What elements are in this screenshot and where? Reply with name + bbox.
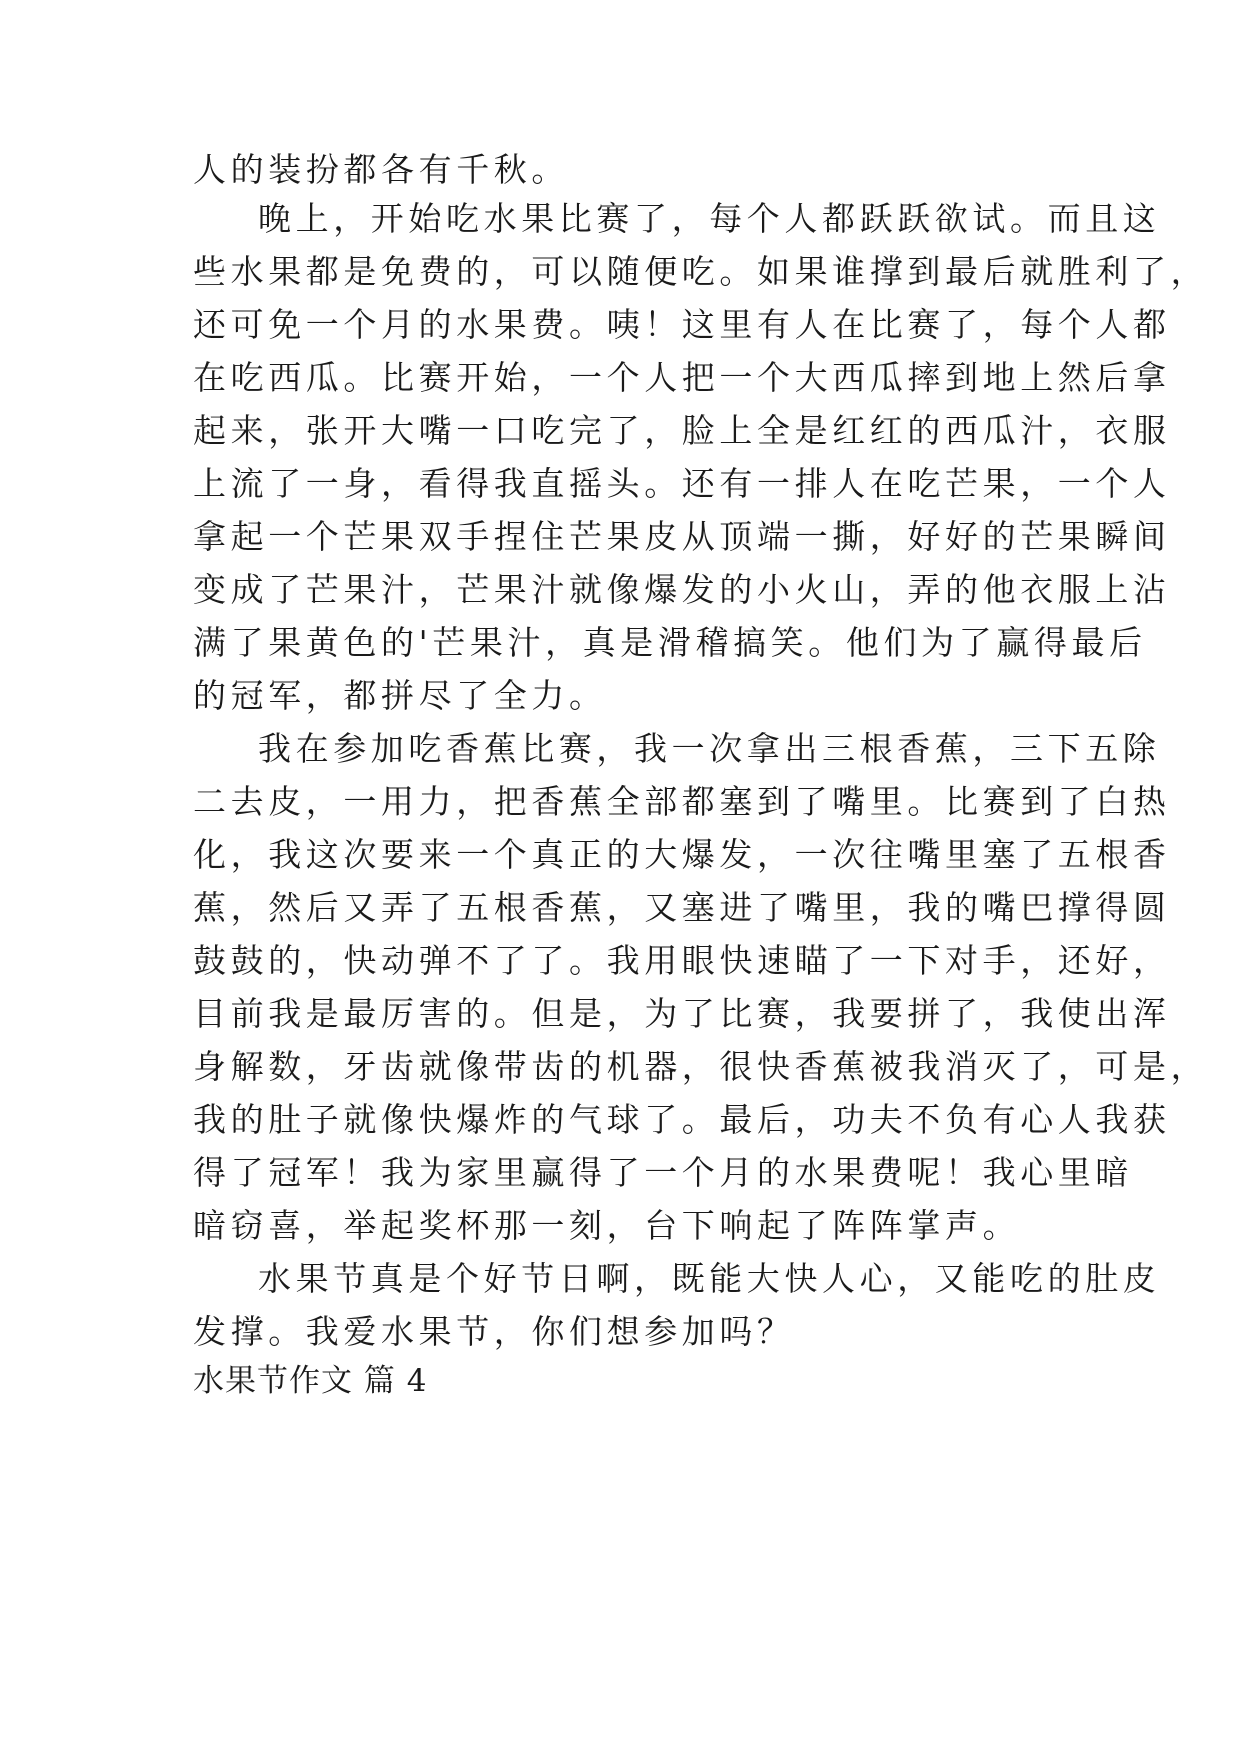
section-heading: 水果节作文 篇 4 — [193, 1363, 428, 1399]
text-line: 得了冠军！我为家里赢得了一个月的水果费呢！我心里暗 — [193, 1153, 1133, 1192]
text-line: 的冠军，都拼尽了全力。 — [193, 676, 607, 715]
text-line: 蕉，然后又弄了五根香蕉，又塞进了嘴里，我的嘴巴撑得圆 — [193, 888, 1171, 927]
text-line: 拿起一个芒果双手捏住芒果皮从顶端一撕，好好的芒果瞬间 — [193, 517, 1171, 556]
text-line: 化，我这次要来一个真正的大爆发，一次往嘴里塞了五根香 — [193, 835, 1171, 874]
text-line: 暗窃喜，举起奖杯那一刻，台下响起了阵阵掌声。 — [193, 1206, 1021, 1245]
text-line: 二去皮，一用力，把香蕉全部都塞到了嘴里。比赛到了白热 — [193, 782, 1171, 821]
text-line: 发撑。我爱水果节，你们想参加吗？ — [193, 1312, 795, 1351]
text-line: 目前我是最厉害的。但是，为了比赛，我要拼了，我使出浑 — [193, 994, 1171, 1033]
text-line: 上流了一身，看得我直摇头。还有一排人在吃芒果，一个人 — [193, 464, 1171, 503]
text-line: 满了果黄色的'芒果汁，真是滑稽搞笑。他们为了赢得最后 — [193, 623, 1147, 662]
text-line: 我的肚子就像快爆炸的气球了。最后，功夫不负有心人我获 — [193, 1100, 1171, 1139]
paragraph-start-line: 我在参加吃香蕉比赛，我一次拿出三根香蕉，三下五除 — [258, 729, 1161, 768]
text-line: 起来，张开大嘴一口吃完了，脸上全是红红的西瓜汁，衣服 — [193, 411, 1171, 450]
text-line: 还可免一个月的水果费。咦！这里有人在比赛了，每个人都 — [193, 305, 1171, 344]
text-line: 鼓鼓的，快动弹不了了。我用眼快速瞄了一下对手，还好， — [193, 941, 1171, 980]
text-line: 在吃西瓜。比赛开始，一个人把一个大西瓜摔到地上然后拿 — [193, 358, 1171, 397]
text-line: 人的装扮都各有千秋。 — [193, 150, 569, 189]
text-line: 些水果都是免费的，可以随便吃。如果谁撑到最后就胜利了， — [193, 252, 1209, 291]
paragraph-start-line: 水果节真是个好节日啊，既能大快人心，又能吃的肚皮 — [258, 1259, 1161, 1298]
text-line: 变成了芒果汁，芒果汁就像爆发的小火山，弄的他衣服上沾 — [193, 570, 1171, 609]
text-line: 身解数，牙齿就像带齿的机器，很快香蕉被我消灭了，可是， — [193, 1047, 1209, 1086]
paragraph-start-line: 晚上，开始吃水果比赛了，每个人都跃跃欲试。而且这 — [258, 199, 1161, 238]
